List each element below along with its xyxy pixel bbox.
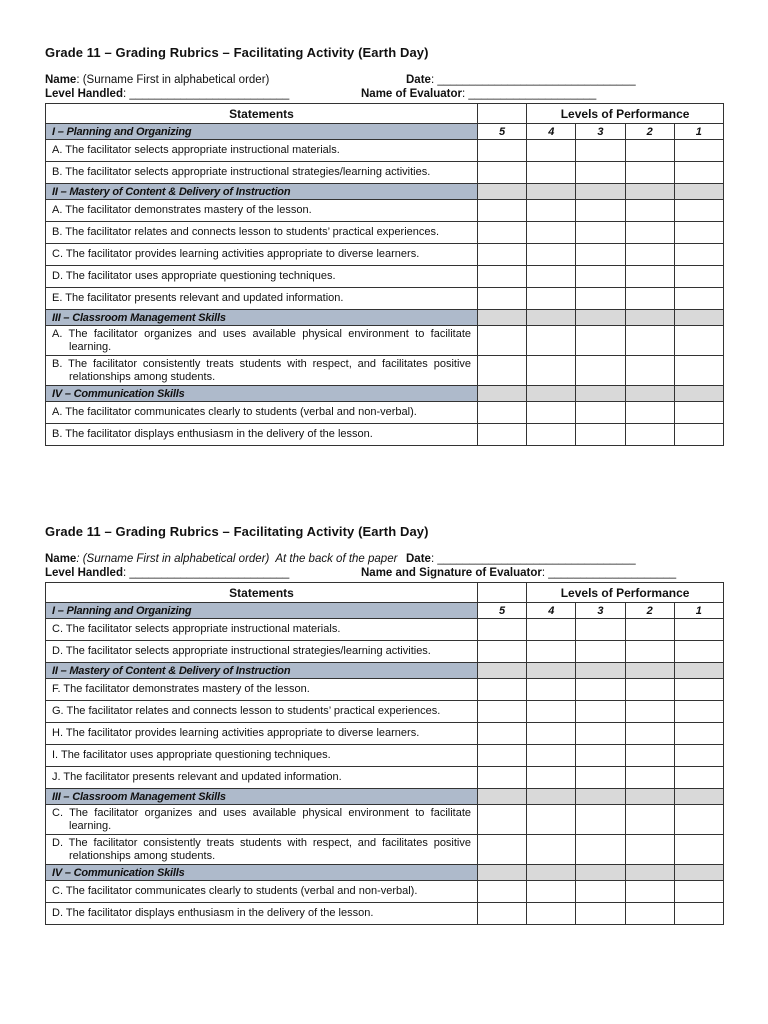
table-row [46, 402, 724, 424]
level-number: 5 [478, 603, 527, 619]
rating-cell[interactable] [576, 619, 625, 641]
table-row [46, 266, 724, 288]
rating-cell[interactable] [527, 767, 576, 789]
rating-cell[interactable] [625, 903, 674, 925]
rating-cell[interactable] [527, 641, 576, 663]
table-row [46, 424, 724, 446]
section-row [46, 184, 724, 200]
shaded-cell [576, 386, 625, 402]
table-row [46, 288, 724, 310]
rating-cell[interactable] [625, 356, 674, 386]
level-value[interactable]: : _________________________ [122, 567, 290, 579]
statement-text: B. The facilitator consistently treats students with respect, and facilitates positive relationships among students. [46, 356, 478, 386]
rating-cell[interactable] [625, 723, 674, 745]
table-row [46, 222, 724, 244]
rating-cell[interactable] [674, 745, 723, 767]
level-label: Level Handled [45, 88, 123, 100]
shaded-cell [576, 865, 625, 881]
rating-cell[interactable] [625, 679, 674, 701]
rating-cell[interactable] [625, 767, 674, 789]
rating-cell[interactable] [478, 140, 527, 162]
rubric-form-2 [45, 523, 723, 925]
level-number: 3 [576, 603, 625, 619]
shaded-cell [625, 865, 674, 881]
rating-cell[interactable] [625, 619, 674, 641]
rating-cell[interactable] [527, 619, 576, 641]
shaded-cell [478, 310, 527, 326]
rating-cell[interactable] [576, 881, 625, 903]
section-title: II – Mastery of Content & Delivery of Instruction [46, 663, 478, 679]
rating-cell[interactable] [527, 244, 576, 266]
rating-cell[interactable] [576, 288, 625, 310]
rating-cell[interactable] [625, 402, 674, 424]
level-number: 2 [625, 603, 674, 619]
rating-cell[interactable] [478, 745, 527, 767]
rating-cell[interactable] [576, 162, 625, 184]
rating-cell[interactable] [576, 903, 625, 925]
shaded-cell [478, 789, 527, 805]
rating-cell[interactable] [478, 723, 527, 745]
rating-cell[interactable] [674, 326, 723, 356]
shaded-cell [576, 310, 625, 326]
form-title: Grade 11 – Grading Rubrics – Facilitating Activity (Earth Day) [45, 524, 429, 539]
statement-text: J. The facilitator presents relevant and updated information. [46, 767, 478, 789]
rating-cell[interactable] [478, 222, 527, 244]
rating-cell[interactable] [674, 222, 723, 244]
shaded-cell [527, 310, 576, 326]
table-row [46, 244, 724, 266]
date-line [406, 73, 636, 87]
name-value[interactable]: : (Surname First in alphabetical order) At the back of the paper [76, 553, 398, 565]
rating-cell[interactable] [625, 805, 674, 835]
rating-cell[interactable] [527, 266, 576, 288]
table-row [46, 701, 724, 723]
table-row [46, 619, 724, 641]
shaded-cell [674, 663, 723, 679]
rating-cell[interactable] [576, 424, 625, 446]
section-row [46, 603, 724, 619]
statement-text: A. The facilitator demonstrates mastery of the lesson. [46, 200, 478, 222]
rating-cell[interactable] [576, 402, 625, 424]
rating-cell[interactable] [674, 881, 723, 903]
shaded-cell [478, 865, 527, 881]
rating-cell[interactable] [576, 641, 625, 663]
rating-cell[interactable] [625, 222, 674, 244]
rating-cell[interactable] [625, 266, 674, 288]
table-row [46, 356, 724, 386]
shaded-cell [527, 386, 576, 402]
shaded-cell [625, 184, 674, 200]
rating-cell[interactable] [625, 162, 674, 184]
level-number: 4 [527, 603, 576, 619]
statement-text: D. The facilitator displays enthusiasm in the delivery of the lesson. [46, 903, 478, 925]
statement-text: H. The facilitator provides learning activities appropriate to diverse learners. [46, 723, 478, 745]
statements-header: Statements [46, 583, 478, 603]
rating-cell[interactable] [576, 326, 625, 356]
rating-cell[interactable] [674, 835, 723, 865]
shaded-cell [625, 310, 674, 326]
level-line [45, 87, 289, 101]
table-row [46, 835, 724, 865]
rating-cell[interactable] [576, 767, 625, 789]
level-label: Level Handled [45, 567, 123, 579]
shaded-cell [674, 184, 723, 200]
section-row [46, 789, 724, 805]
evaluator-line [361, 566, 676, 580]
rating-cell[interactable] [674, 162, 723, 184]
rating-cell[interactable] [576, 679, 625, 701]
rating-cell[interactable] [527, 723, 576, 745]
rating-cell[interactable] [478, 835, 527, 865]
name-value[interactable]: : (Surname First in alphabetical order) [76, 74, 270, 86]
name-label: Name [45, 74, 77, 86]
rating-cell[interactable] [478, 326, 527, 356]
date-label: Date [406, 74, 431, 86]
section-row [46, 663, 724, 679]
statement-text: D. The facilitator selects appropriate instructional strategies/learning activities. [46, 641, 478, 663]
rating-cell[interactable] [576, 222, 625, 244]
rating-cell[interactable] [576, 745, 625, 767]
blank-header [478, 104, 527, 124]
rating-cell[interactable] [527, 162, 576, 184]
name-label: Name [45, 553, 77, 565]
rating-cell[interactable] [478, 881, 527, 903]
statement-text: C. The facilitator communicates clearly to students (verbal and non-verbal). [46, 881, 478, 903]
table-row [46, 805, 724, 835]
rating-cell[interactable] [625, 140, 674, 162]
section-title: III – Classroom Management Skills [46, 310, 478, 326]
rating-cell[interactable] [625, 881, 674, 903]
level-line [45, 566, 289, 580]
rating-cell[interactable] [674, 244, 723, 266]
statement-text: C. The facilitator organizes and uses available physical environment to facilitate learning. [46, 805, 478, 835]
statement-text: E. The facilitator presents relevant and updated information. [46, 288, 478, 310]
shaded-cell [527, 789, 576, 805]
date-label: Date [406, 553, 431, 565]
statements-header: Statements [46, 104, 478, 124]
table-row [46, 903, 724, 925]
shaded-cell [576, 184, 625, 200]
section-row [46, 124, 724, 140]
rating-cell[interactable] [478, 402, 527, 424]
table-header-row [46, 583, 724, 603]
rating-cell[interactable] [527, 881, 576, 903]
rating-cell[interactable] [674, 701, 723, 723]
table-row [46, 326, 724, 356]
name-line [45, 552, 397, 566]
name-line [45, 73, 269, 87]
table-header-row [46, 104, 724, 124]
rating-cell[interactable] [674, 200, 723, 222]
table-row [46, 140, 724, 162]
section-row [46, 386, 724, 402]
shaded-cell [625, 789, 674, 805]
rating-cell[interactable] [527, 326, 576, 356]
shaded-cell [478, 184, 527, 200]
rating-cell[interactable] [478, 244, 527, 266]
rating-cell[interactable] [674, 641, 723, 663]
rating-cell[interactable] [478, 356, 527, 386]
rating-cell[interactable] [674, 356, 723, 386]
rating-cell[interactable] [674, 424, 723, 446]
rating-cell[interactable] [478, 424, 527, 446]
rubric-table [45, 103, 724, 446]
rating-cell[interactable] [527, 402, 576, 424]
statement-text: C. The facilitator selects appropriate instructional materials. [46, 619, 478, 641]
level-number: 3 [576, 124, 625, 140]
rating-cell[interactable] [674, 619, 723, 641]
rating-cell[interactable] [478, 641, 527, 663]
rating-cell[interactable] [625, 200, 674, 222]
rating-cell[interactable] [576, 701, 625, 723]
table-row [46, 162, 724, 184]
statement-text: D. The facilitator consistently treats students with respect, and facilitates positive relationships among students. [46, 835, 478, 865]
form-meta [45, 552, 723, 582]
rating-cell[interactable] [478, 266, 527, 288]
levels-header: Levels of Performance [527, 104, 724, 124]
table-row [46, 723, 724, 745]
table-row [46, 767, 724, 789]
rating-cell[interactable] [527, 745, 576, 767]
shaded-cell [478, 386, 527, 402]
rating-cell[interactable] [478, 200, 527, 222]
shaded-cell [527, 663, 576, 679]
level-value[interactable]: : _________________________ [122, 88, 290, 100]
statement-text: G. The facilitator relates and connects lesson to students’ practical experiences. [46, 701, 478, 723]
shaded-cell [576, 789, 625, 805]
blank-header [478, 583, 527, 603]
shaded-cell [625, 386, 674, 402]
level-number: 4 [527, 124, 576, 140]
rating-cell[interactable] [478, 679, 527, 701]
rating-cell[interactable] [478, 767, 527, 789]
level-number: 5 [478, 124, 527, 140]
rating-cell[interactable] [576, 140, 625, 162]
rating-cell[interactable] [576, 244, 625, 266]
rating-cell[interactable] [478, 903, 527, 925]
section-row [46, 865, 724, 881]
rating-cell[interactable] [527, 903, 576, 925]
rating-cell[interactable] [527, 222, 576, 244]
evaluator-value[interactable]: : ____________________ [461, 88, 597, 100]
rating-cell[interactable] [527, 424, 576, 446]
evaluator-value[interactable]: : ____________________ [541, 567, 677, 579]
rating-cell[interactable] [674, 723, 723, 745]
rating-cell[interactable] [674, 266, 723, 288]
section-row [46, 310, 724, 326]
form-meta [45, 73, 723, 103]
statement-text: I. The facilitator uses appropriate questioning techniques. [46, 745, 478, 767]
rating-cell[interactable] [576, 200, 625, 222]
form-title: Grade 11 – Grading Rubrics – Facilitating Activity (Earth Day) [45, 45, 429, 60]
date-value[interactable]: : _______________________________ [430, 74, 636, 86]
rating-cell[interactable] [527, 679, 576, 701]
rating-cell[interactable] [527, 701, 576, 723]
rating-cell[interactable] [527, 288, 576, 310]
statement-text: C. The facilitator provides learning activities appropriate to diverse learners. [46, 244, 478, 266]
rating-cell[interactable] [674, 903, 723, 925]
rating-cell[interactable] [674, 140, 723, 162]
statement-text: F. The facilitator demonstrates mastery of the lesson. [46, 679, 478, 701]
rating-cell[interactable] [527, 805, 576, 835]
levels-header: Levels of Performance [527, 583, 724, 603]
rating-cell[interactable] [527, 200, 576, 222]
section-title: IV – Communication Skills [46, 865, 478, 881]
date-value[interactable]: : _______________________________ [430, 553, 636, 565]
statement-text: A. The facilitator organizes and uses available physical environment to facilitate learning. [46, 326, 478, 356]
statement-text: A. The facilitator selects appropriate instructional materials. [46, 140, 478, 162]
rating-cell[interactable] [625, 835, 674, 865]
shaded-cell [674, 310, 723, 326]
rating-cell[interactable] [674, 679, 723, 701]
section-title: IV – Communication Skills [46, 386, 478, 402]
rating-cell[interactable] [478, 619, 527, 641]
rating-cell[interactable] [625, 326, 674, 356]
level-number: 1 [674, 603, 723, 619]
rubric-form-1 [45, 44, 723, 446]
table-row [46, 641, 724, 663]
rating-cell[interactable] [625, 288, 674, 310]
rating-cell[interactable] [625, 244, 674, 266]
rating-cell[interactable] [674, 805, 723, 835]
rating-cell[interactable] [625, 701, 674, 723]
shaded-cell [527, 865, 576, 881]
rating-cell[interactable] [674, 402, 723, 424]
rating-cell[interactable] [576, 266, 625, 288]
statement-text: B. The facilitator relates and connects lesson to students’ practical experiences. [46, 222, 478, 244]
rating-cell[interactable] [625, 745, 674, 767]
table-row [46, 200, 724, 222]
rating-cell[interactable] [576, 723, 625, 745]
date-line [406, 552, 636, 566]
level-number: 2 [625, 124, 674, 140]
shaded-cell [625, 663, 674, 679]
rating-cell[interactable] [527, 140, 576, 162]
statement-text: B. The facilitator displays enthusiasm in the delivery of the lesson. [46, 424, 478, 446]
section-title: I – Planning and Organizing [46, 124, 478, 140]
shaded-cell [576, 663, 625, 679]
rating-cell[interactable] [478, 805, 527, 835]
evaluator-line [361, 87, 596, 101]
rating-cell[interactable] [478, 288, 527, 310]
section-title: I – Planning and Organizing [46, 603, 478, 619]
table-row [46, 679, 724, 701]
shaded-cell [674, 386, 723, 402]
rating-cell[interactable] [527, 356, 576, 386]
evaluator-label: Name of Evaluator [361, 88, 462, 100]
rating-cell[interactable] [576, 805, 625, 835]
shaded-cell [674, 789, 723, 805]
rating-cell[interactable] [478, 162, 527, 184]
statement-text: B. The facilitator selects appropriate instructional strategies/learning activities. [46, 162, 478, 184]
rating-cell[interactable] [674, 288, 723, 310]
rating-cell[interactable] [576, 356, 625, 386]
table-row [46, 745, 724, 767]
shaded-cell [527, 184, 576, 200]
section-title: II – Mastery of Content & Delivery of Instruction [46, 184, 478, 200]
shaded-cell [478, 663, 527, 679]
rating-cell[interactable] [625, 641, 674, 663]
rating-cell[interactable] [674, 767, 723, 789]
statement-text: D. The facilitator uses appropriate questioning techniques. [46, 266, 478, 288]
evaluator-label: Name and Signature of Evaluator [361, 567, 542, 579]
statement-text: A. The facilitator communicates clearly to students (verbal and non-verbal). [46, 402, 478, 424]
rubric-table [45, 582, 724, 925]
shaded-cell [674, 865, 723, 881]
rating-cell[interactable] [527, 835, 576, 865]
section-title: III – Classroom Management Skills [46, 789, 478, 805]
rating-cell[interactable] [625, 424, 674, 446]
rating-cell[interactable] [576, 835, 625, 865]
level-number: 1 [674, 124, 723, 140]
table-row [46, 881, 724, 903]
rating-cell[interactable] [478, 701, 527, 723]
